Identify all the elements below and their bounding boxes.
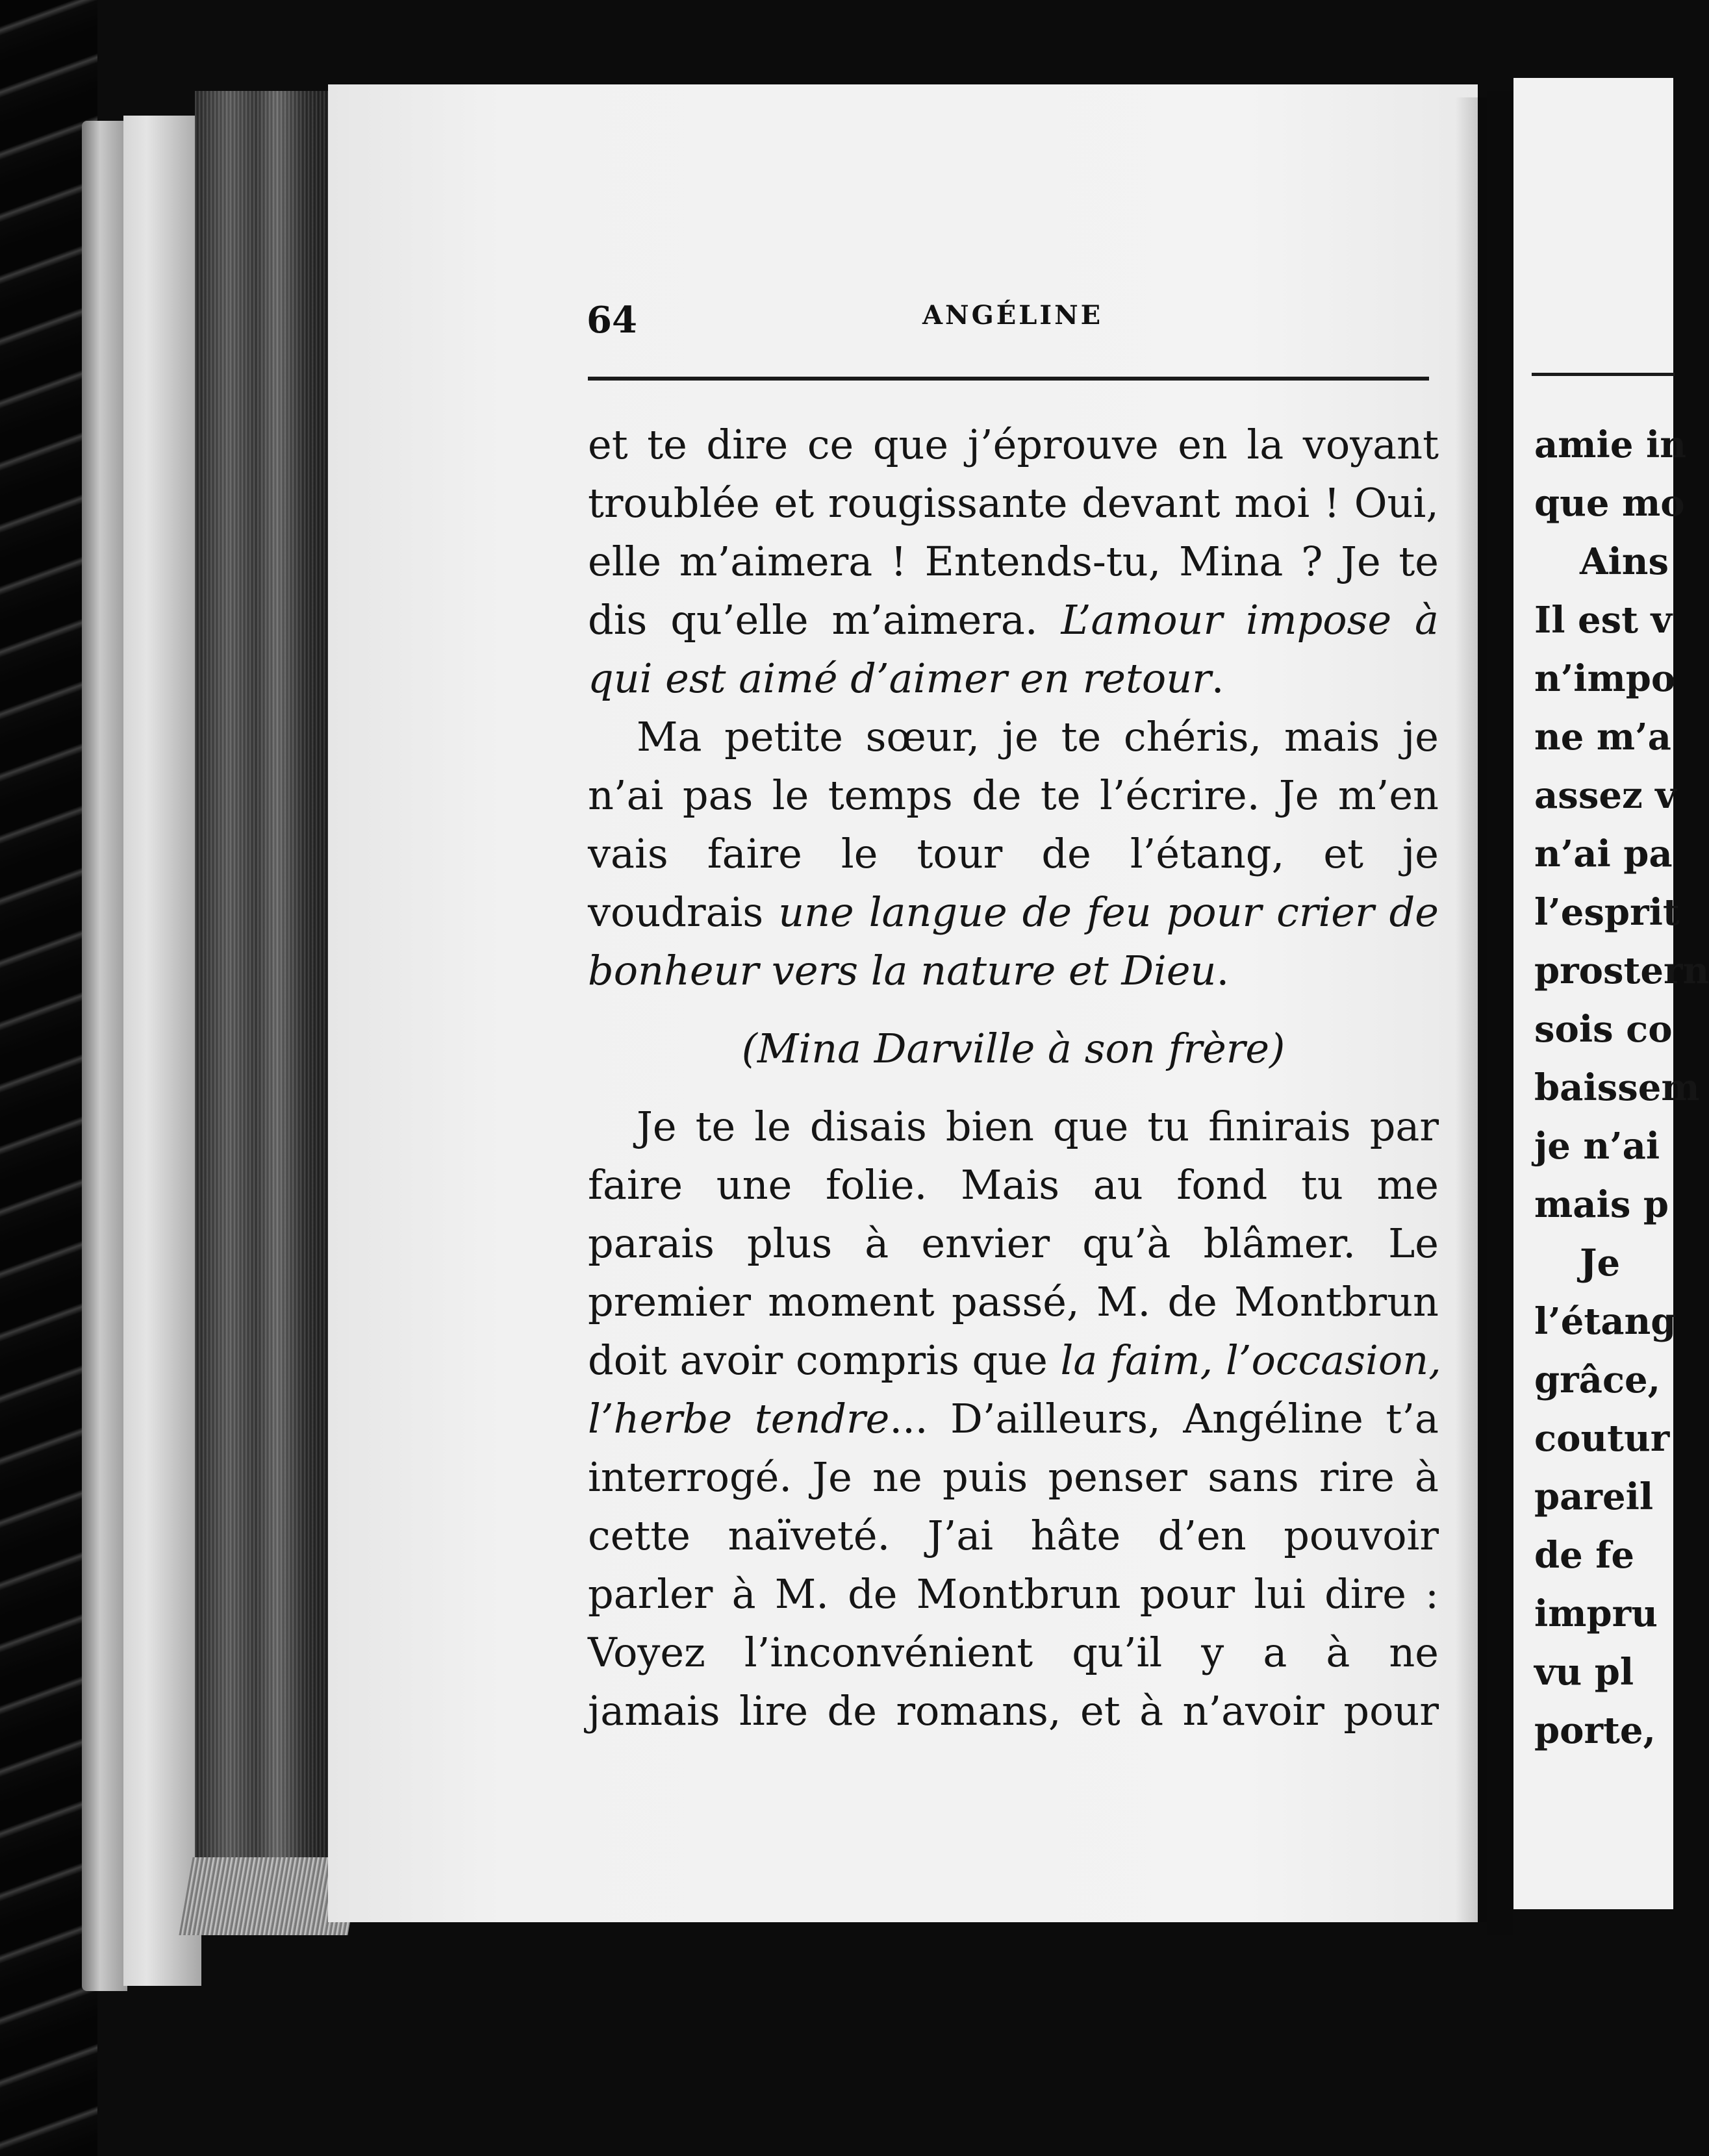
right-text-line: coutur — [1534, 1417, 1670, 1460]
right-text-line: assez v — [1534, 774, 1677, 817]
text-line: troublée et rougissante devant moi ! Oui, — [588, 479, 1439, 527]
text-line: Voyez l’inconvénient qu’il y a à ne — [588, 1629, 1439, 1676]
right-text-line: n’impo — [1534, 657, 1676, 700]
right-text-line: ne m’a — [1534, 716, 1671, 758]
text-line: premier moment passé, M. de Montbrun — [588, 1278, 1439, 1325]
book-gutter — [1487, 91, 1513, 1935]
text-line: cette naïveté. J’ai hâte d’en pouvoir — [588, 1512, 1439, 1559]
text-line: jamais lire de romans, et à n’avoir pour — [588, 1687, 1439, 1735]
text-line: vais faire le tour de l’étang, et je — [588, 830, 1439, 877]
right-text-line: Je — [1580, 1242, 1621, 1285]
right-text-line: Ains — [1580, 540, 1669, 583]
text-line — [588, 1331, 1439, 1390]
page-number: 64 — [587, 299, 637, 342]
text-line: Ma petite sœur, je te chéris, mais je — [637, 713, 1439, 760]
right-text-line: prostern — [1534, 949, 1709, 992]
text-line: n’ai pas le temps de te l’écrire. Je m’en — [588, 771, 1439, 819]
right-text-line: que mo — [1534, 482, 1685, 525]
paragraph-gap — [588, 1000, 1439, 1020]
right-text-line: mais p — [1534, 1183, 1669, 1226]
right-text-line: baissem — [1534, 1066, 1700, 1109]
book-cover-inner — [123, 116, 201, 1986]
text-line: parais plus à envier qu’à blâmer. Le — [588, 1220, 1439, 1267]
letter-heading: (Mina Darville à son frère) — [741, 1025, 1285, 1072]
text-line — [588, 649, 1439, 708]
right-text-line: impru — [1534, 1592, 1658, 1635]
right-text-line: pareil — [1534, 1475, 1654, 1518]
right-text-line: sois co — [1534, 1008, 1673, 1051]
right-text-line: n’ai pa — [1534, 833, 1673, 875]
italic-run: une langue de feu pour crier de — [778, 888, 1439, 936]
right-text-line: amie in — [1534, 423, 1686, 466]
right-page-header-rule — [1532, 373, 1675, 376]
text-line: interrogé. Je ne puis penser sans rire à — [588, 1453, 1439, 1501]
right-text-line: grâce, — [1534, 1359, 1661, 1401]
body-text — [588, 416, 1439, 1740]
text-run: ... D’ailleurs, Angéline t’a — [889, 1395, 1439, 1442]
text-line: parler à M. de Montbrun pour lui dire : — [588, 1570, 1439, 1618]
right-text-line: Il est v — [1534, 599, 1673, 642]
italic-run: la faim, l’occasion, — [1060, 1336, 1441, 1384]
italic-run: bonheur vers la nature et Dieu — [588, 947, 1217, 994]
text-run: voudrais — [588, 888, 779, 936]
italic-run: qui est aimé d’aimer en retour — [588, 655, 1211, 702]
right-text-line: porte, — [1534, 1709, 1656, 1752]
text-run: . — [1216, 947, 1230, 994]
italic-run: l’herbe tendre — [588, 1395, 890, 1442]
right-text-line: de fe — [1534, 1534, 1634, 1577]
right-text-line: l’étang — [1534, 1300, 1677, 1343]
page-edges-stack — [195, 91, 331, 1909]
paragraph-gap — [588, 1078, 1439, 1097]
text-run: . — [1211, 655, 1224, 702]
text-line — [588, 883, 1439, 942]
text-line — [588, 942, 1439, 1000]
right-page-text — [1534, 416, 1709, 1760]
right-text-line: vu pl — [1534, 1651, 1634, 1694]
running-title: ANGÉLINE — [922, 300, 1104, 331]
text-line — [588, 1390, 1439, 1448]
text-line: Je te le disais bien que tu finirais par — [637, 1103, 1439, 1150]
header-rule — [588, 377, 1429, 381]
text-run: doit avoir compris que — [588, 1336, 1061, 1384]
italic-run: L’amour impose à — [1061, 596, 1439, 644]
right-text-line: je n’ai — [1534, 1125, 1660, 1168]
text-line: faire une folie. Mais au fond tu me — [588, 1161, 1439, 1209]
text-line — [588, 591, 1439, 649]
text-run: dis qu’elle m’aimera. — [588, 596, 1061, 644]
book-cover-edge — [82, 121, 127, 1991]
right-text-line: l’esprit — [1534, 891, 1680, 934]
text-line: elle m’aimera ! Entends-tu, Mina ? Je te — [588, 538, 1439, 585]
text-line: et te dire ce que j’éprouve en la voyant — [588, 421, 1439, 468]
